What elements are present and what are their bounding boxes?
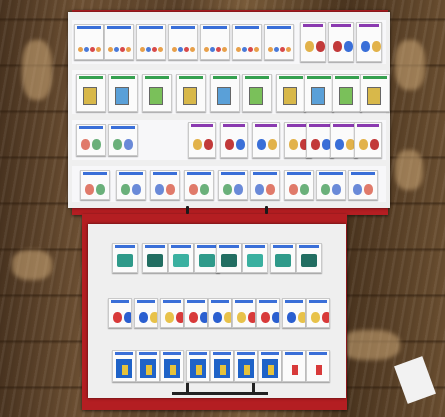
board-stand-leg [186,383,189,395]
card-label-strip [255,124,277,132]
picture-card [252,122,280,158]
card-picture [183,87,197,105]
picture-card [216,243,242,273]
card-dot [96,47,101,52]
card-dot [184,47,189,52]
card-dot [190,47,195,52]
card-label-strip [287,172,311,180]
card-dot [114,47,119,52]
card-picture [83,87,97,105]
card-picture-mark [170,365,176,375]
card-figure [289,139,298,150]
card-dot [280,47,285,52]
card-figure [333,41,342,52]
card-label-strip [285,300,303,308]
card-figure [124,312,132,323]
card-picture-mark [220,365,226,375]
card-picture-mark [268,365,274,375]
board-stand-leg [252,383,255,395]
card-figure [359,139,368,150]
card-figure [344,41,353,52]
picture-card [160,350,184,382]
card-figure [237,312,246,323]
card-label-strip [187,300,205,308]
picture-card [76,124,106,156]
card-figure [364,184,373,195]
card-figure [124,139,133,150]
card-figure [311,312,320,323]
card-figure [139,312,148,323]
card-figure [287,312,296,323]
card-label-strip [171,245,191,253]
picture-card [184,170,214,200]
card-figure [361,41,370,52]
picture-card [282,298,306,328]
card-dot [146,47,151,52]
card-dot [204,47,209,52]
picture-card [104,24,134,60]
card-dot [84,47,89,52]
picture-card [188,122,216,158]
picture-card [234,350,258,382]
card-label-strip [219,245,239,253]
card-figure [272,312,280,323]
card-figure [189,312,198,323]
card-figure [223,184,232,195]
picture-card [112,350,136,382]
card-picture [217,87,231,105]
card-dot [236,47,241,52]
card-picture [117,254,133,267]
card-dot [152,47,157,52]
card-label-strip [359,24,379,32]
card-figure [234,184,243,195]
card-figure [166,184,175,195]
picture-card [348,170,378,200]
card-label-strip [357,124,379,132]
card-label-strip [145,245,165,253]
picture-card [108,298,132,328]
card-figure [300,184,309,195]
card-label-strip [211,300,229,308]
card-label-strip [273,245,293,253]
card-label-strip [197,245,217,253]
card-figure [200,312,208,323]
picture-card [142,243,168,273]
card-dot [216,47,221,52]
board-hook [265,206,268,214]
picture-card [80,170,110,200]
picture-card [220,122,248,158]
picture-card [108,74,138,112]
card-dot [158,47,163,52]
card-figure [113,139,122,150]
card-figure [268,139,277,150]
card-label-strip [307,76,331,84]
wood-knot [395,40,425,90]
card-figure [113,312,122,323]
card-figure [85,184,94,195]
picture-card [210,74,240,112]
card-label-strip [331,24,351,32]
picture-card [160,298,184,328]
card-dot [286,47,291,52]
picture-card [284,170,314,200]
card-label-strip [213,76,237,84]
picture-card [276,74,306,112]
card-label-strip [245,76,269,84]
card-figure [150,312,158,323]
card-figure [305,41,314,52]
card-figure [121,184,130,195]
card-picture [249,87,263,105]
card-label-strip [191,124,213,132]
card-figure [257,139,266,150]
picture-card [150,170,180,200]
card-picture-mark [244,365,250,375]
card-label-strip [223,124,245,132]
picture-card [184,298,208,328]
card-dot [274,47,279,52]
picture-card [74,24,104,60]
card-dot [222,47,227,52]
card-picture-mark [292,365,298,375]
card-picture [247,254,263,267]
card-picture-mark [122,365,128,375]
card-picture-mark [196,365,202,375]
picture-card [142,74,172,112]
card-dot [242,47,247,52]
picture-card [242,243,268,273]
card-picture [275,254,291,267]
card-figure [322,312,330,323]
card-figure [353,184,362,195]
picture-card [316,170,346,200]
card-label-strip [299,245,319,253]
card-label-strip [83,172,107,180]
picture-card [232,24,262,60]
card-label-strip [363,76,387,84]
card-picture [147,254,163,267]
picture-card [200,24,230,60]
card-figure [236,139,245,150]
card-figure [204,139,213,150]
card-dot [178,47,183,52]
card-label-strip [171,26,195,34]
card-picture [339,87,353,105]
card-dot [268,47,273,52]
card-label-strip [111,76,135,84]
picture-card [328,22,354,62]
card-label-strip [267,26,291,34]
picture-card [356,22,382,62]
card-picture [301,254,317,267]
picture-card [270,243,296,273]
card-label-strip [153,172,177,180]
card-figure [335,139,344,150]
picture-card [208,298,232,328]
card-figure [176,312,184,323]
card-label-strip [309,300,327,308]
picture-card [250,170,280,200]
picture-card [136,24,166,60]
card-figure [311,139,320,150]
wood-knot [340,330,400,360]
card-figure [316,41,325,52]
card-dot [172,47,177,52]
card-dot [120,47,125,52]
card-label-strip [139,26,163,34]
picture-card [296,243,322,273]
card-dot [140,47,145,52]
card-figure [266,184,275,195]
picture-card [332,74,362,112]
picture-card [306,298,330,328]
card-picture [115,87,129,105]
card-dot [254,47,259,52]
card-figure [96,184,105,195]
card-label-strip [335,76,359,84]
card-label-strip [235,26,259,34]
card-figure [213,312,222,323]
picture-card [300,22,326,62]
card-figure [92,139,101,150]
card-label-strip [111,126,135,134]
picture-card [168,24,198,60]
card-picture [173,254,189,267]
picture-card [112,243,138,273]
card-picture [367,87,381,105]
card-label-strip [187,172,211,180]
card-label-strip [115,245,135,253]
picture-card [306,350,330,382]
card-label-strip [179,76,203,84]
card-figure [132,184,141,195]
picture-card [168,243,194,273]
picture-card [242,74,272,112]
card-figure [165,312,174,323]
picture-card [264,24,294,60]
card-label-strip [333,124,355,132]
card-dot [126,47,131,52]
card-figure [261,312,270,323]
picture-card [136,350,160,382]
card-picture [149,87,163,105]
card-label-strip [351,172,375,180]
picture-card [282,350,306,382]
card-figure [224,312,232,323]
card-dot [108,47,113,52]
card-label-strip [79,126,103,134]
card-dot [78,47,83,52]
card-label-strip [253,172,277,180]
card-label-strip [119,172,143,180]
card-figure [189,184,198,195]
picture-card [134,298,158,328]
card-label-strip [111,300,129,308]
board-hook [186,206,189,214]
card-picture [199,254,215,267]
card-figure [225,139,234,150]
card-picture [311,87,325,105]
card-figure [289,184,298,195]
card-dot [248,47,253,52]
card-label-strip [303,24,323,32]
card-figure [193,139,202,150]
card-figure [332,184,341,195]
card-label-strip [279,76,303,84]
card-label-strip [145,76,169,84]
wood-knot [22,40,52,100]
card-figure [255,184,264,195]
picture-card [76,74,106,112]
card-label-strip [259,300,277,308]
picture-card [186,350,210,382]
wood-knot [12,250,52,280]
picture-card [218,170,248,200]
picture-card [354,122,382,158]
card-figure [372,41,381,52]
picture-card [108,124,138,156]
card-figure [370,139,379,150]
card-figure [155,184,164,195]
card-label-strip [235,300,253,308]
card-label-strip [163,300,181,308]
picture-card [210,350,234,382]
card-label-strip [245,245,265,253]
wood-knot [395,150,423,190]
picture-card [116,170,146,200]
card-figure [321,184,330,195]
card-picture [221,254,237,267]
card-figure [200,184,209,195]
card-label-strip [203,26,227,34]
card-dot [210,47,215,52]
picture-card [176,74,206,112]
card-label-strip [221,172,245,180]
picture-card [304,74,334,112]
card-label-strip [79,76,103,84]
card-label-strip [309,124,331,132]
picture-card [232,298,256,328]
card-picture-mark [316,365,322,375]
card-dot [90,47,95,52]
card-label-strip [107,26,131,34]
picture-card [256,298,280,328]
card-label-strip [319,172,343,180]
card-picture-mark [146,365,152,375]
card-label-strip [77,26,101,34]
card-label-strip [137,300,155,308]
picture-card [360,74,390,112]
card-figure [81,139,90,150]
card-figure [248,312,256,323]
picture-card [258,350,282,382]
card-picture [283,87,297,105]
card-figure [298,312,306,323]
